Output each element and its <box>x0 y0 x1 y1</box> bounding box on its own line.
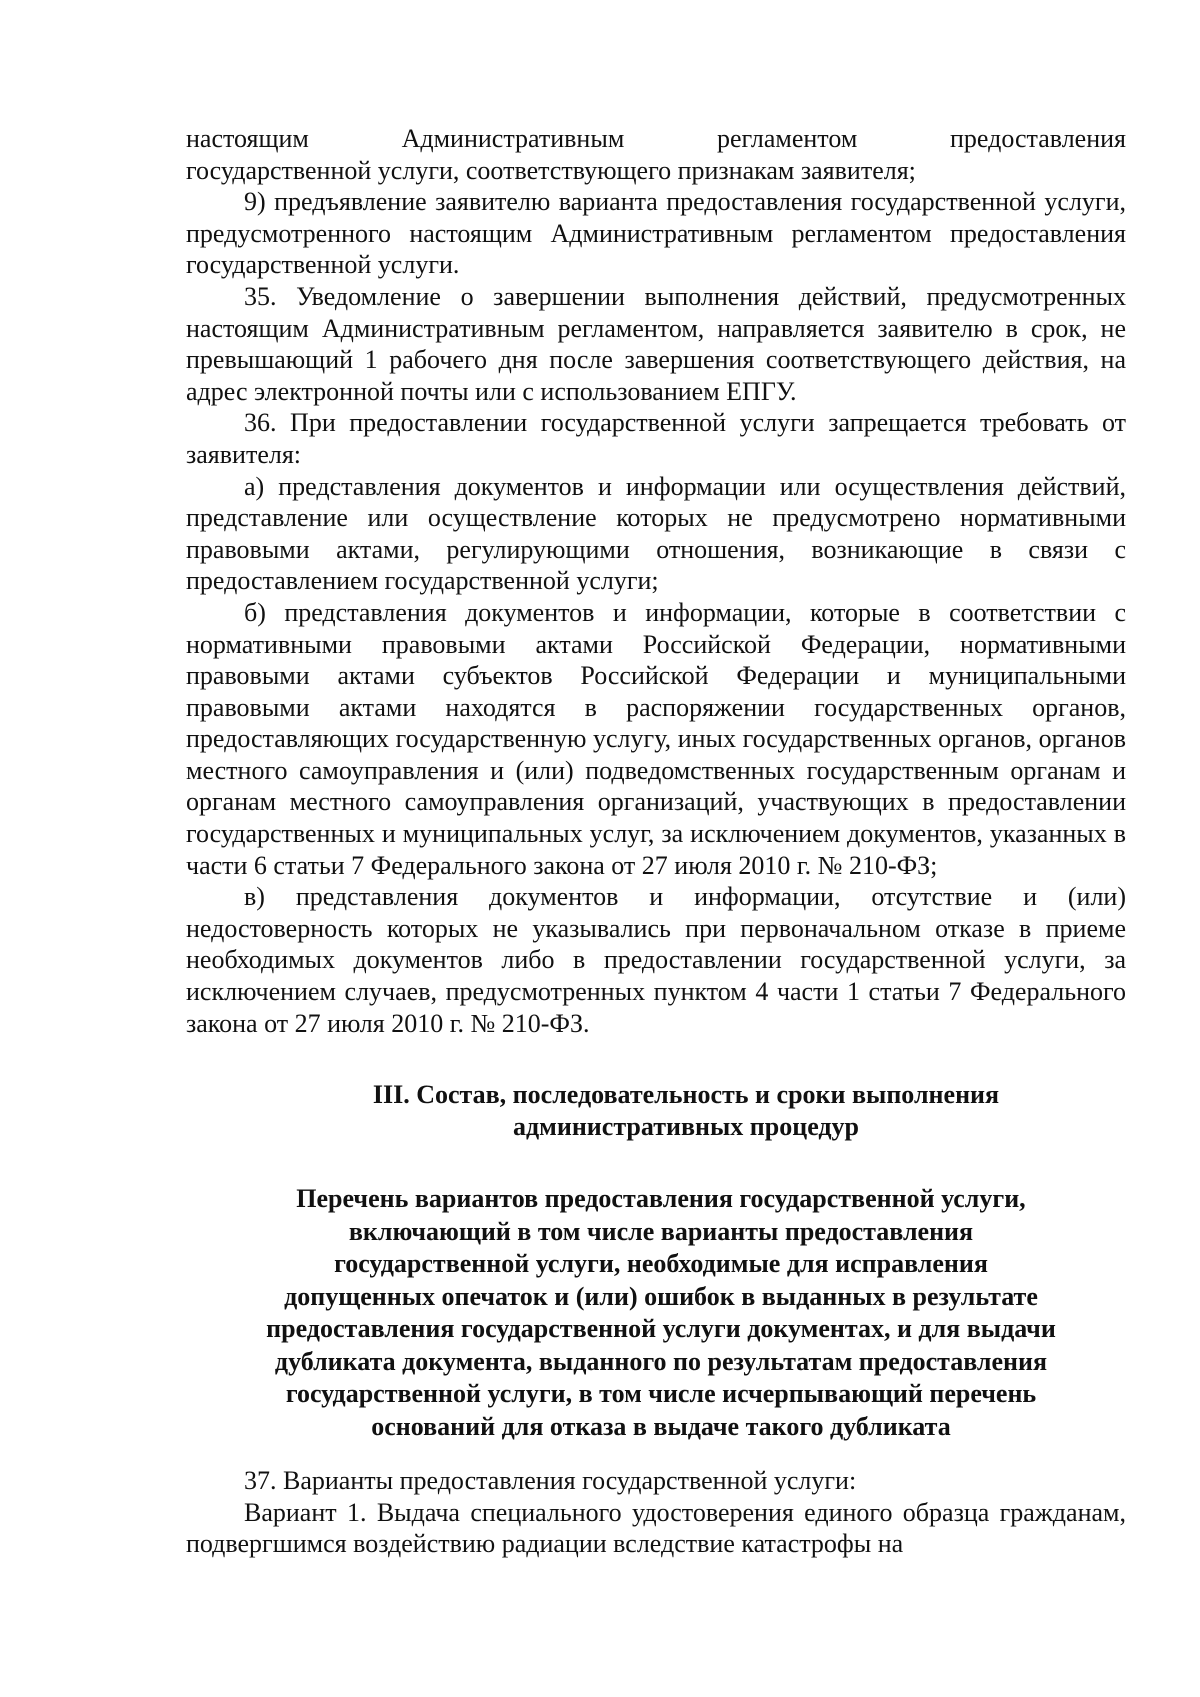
subsection-heading-line: дубликата документа, выданного по результатам предоставления <box>274 1346 1048 1376</box>
subsection-heading-line: государственной услуги, в том числе исчерпывающий перечень <box>285 1379 1037 1409</box>
section-heading-line: административных процедур <box>512 1112 860 1142</box>
section-heading-line: III. Состав, последовательность и сроки выполнения <box>372 1080 1000 1110</box>
subsection-heading <box>186 1183 1126 1443</box>
item-36-v-paragraph: в) представления документов и информации, отсутствие и (или) недостоверность которых не указывались при первоначальном отказе в приеме необходимых документов либо в предоставлении государственной услуги, за исключением случаев, предусмотренных пунктом 4 части 1 статьи 7 Федерального закона от 27 июля 2010 г. № 210-ФЗ. <box>186 882 1126 1038</box>
paragraph-continuation-first-line: настоящим Административным регламентом предоставления <box>186 124 1126 153</box>
item-35-paragraph: 35. Уведомление о завершении выполнения действий, предусмотренных настоящим Административным регламентом, направляется заявителю в срок, не превышающий 1 рабочего дня после завершения соответствующего действия, на адрес электронной почты или с использованием ЕПГУ. <box>186 281 1126 406</box>
item-9-paragraph: 9) предъявление заявителю варианта предоставления государственной услуги, предусмотренного настоящим Административным регламентом предоставления государственной услуги. <box>186 187 1126 280</box>
subsection-heading-line: Перечень вариантов предоставления государственной услуги, <box>296 1184 1026 1214</box>
subsection-heading-line: государственной услуги, необходимые для исправления <box>334 1249 988 1279</box>
section-heading <box>186 1079 1126 1143</box>
spacer <box>186 1443 1126 1465</box>
subsection-heading-line: допущенных опечаток и (или) ошибок в выданных в результате <box>284 1281 1038 1311</box>
subsection-heading-line: предоставления государственной услуги документах, и для выдачи <box>266 1314 1056 1344</box>
paragraph-continuation-rest: государственной услуги, соответствующего признакам заявителя; <box>186 155 916 185</box>
item-36-b-paragraph: б) представления документов и информации, которые в соответствии с нормативными правовыми актами Российской Федерации, нормативными правовыми актами субъектов Российской Федерации и муниципальными правовыми актами находятся в распоряжении государственных органов, предоставляющих государственную услугу, иных государственных органов, органов местного самоуправления и (или) подведомственных государственным органам и органам местного самоуправления организаций, участвующих в предоставлении государственных и муниципальных услуг, за исключением документов, указанных в части 6 статьи 7 Федерального закона от 27 июля 2010 г. № 210-ФЗ; <box>186 597 1126 880</box>
subsection-heading-line: включающий в том числе варианты предоставления <box>348 1216 974 1246</box>
subsection-heading-line: оснований для отказа в выдаче такого дубликата <box>371 1411 951 1441</box>
variant-1-paragraph: Вариант 1. Выдача специального удостоверения единого образца гражданам, подвергшимся воздействию радиации вследствие катастрофы на <box>186 1497 1126 1559</box>
item-36-a-paragraph: а) представления документов и информации или осуществления действий, представление или осуществление которых не предусмотрено нормативными правовыми актами, регулирующими отношения, возникающие в связи с предоставлением государственной услуги; <box>186 471 1126 596</box>
item-37-paragraph: 37. Варианты предоставления государственной услуги: <box>244 1466 857 1496</box>
item-36-paragraph: 36. При предоставлении государственной услуги запрещается требовать от заявителя: <box>186 408 1126 469</box>
